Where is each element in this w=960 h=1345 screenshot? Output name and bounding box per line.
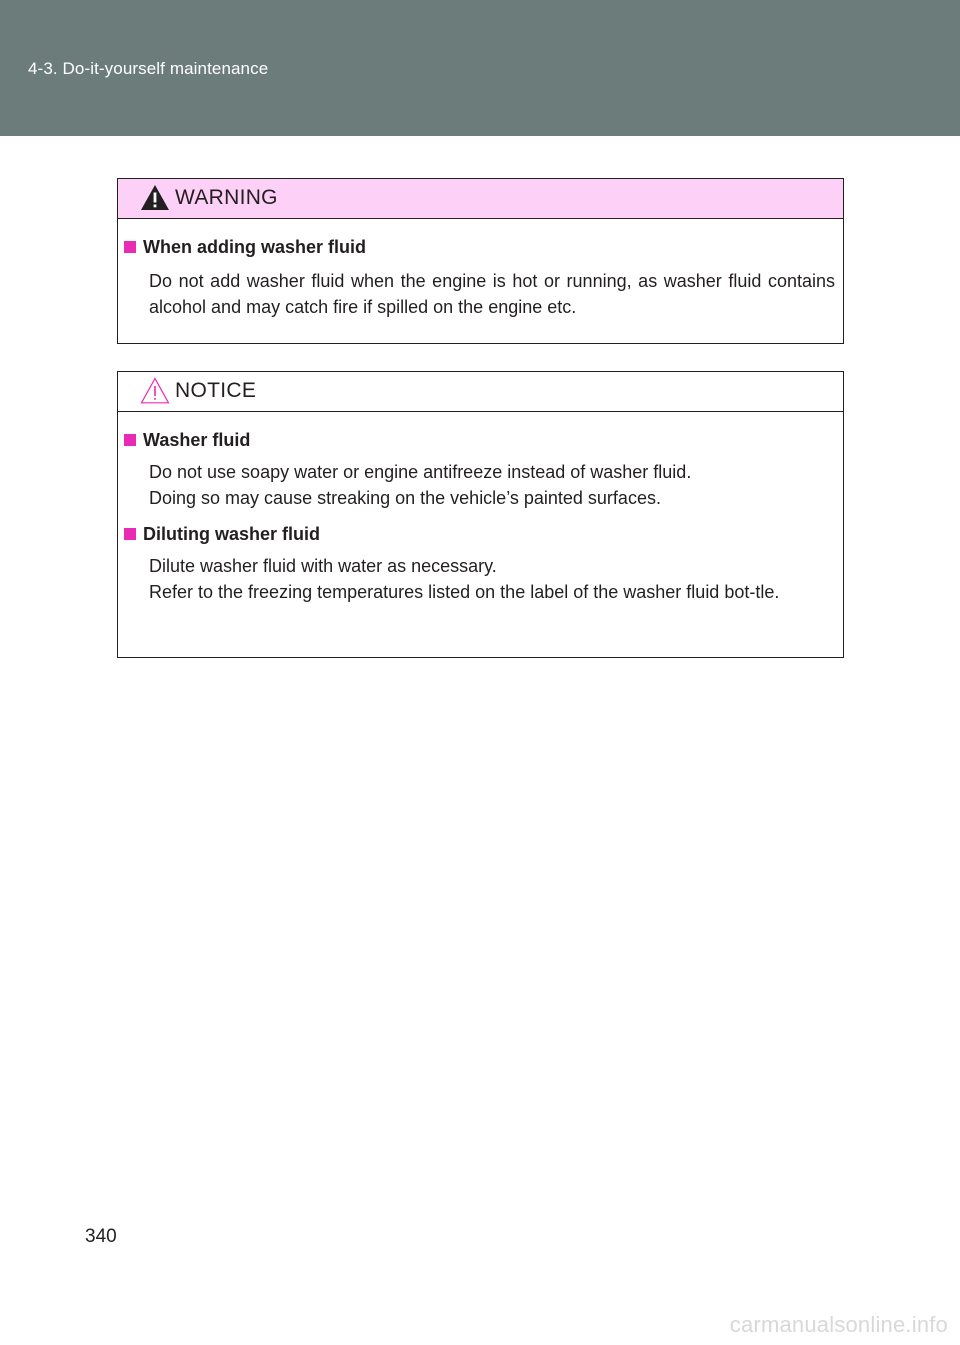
notice-body bbox=[118, 412, 843, 605]
section-title: 4-3. Do-it-yourself maintenance bbox=[28, 59, 269, 78]
notice-item-line: Do not use soapy water or engine antifreeze instead of washer fluid. bbox=[149, 462, 692, 482]
warning-header bbox=[118, 179, 843, 219]
notice-header bbox=[118, 372, 843, 412]
notice-item-line: Doing so may cause streaking on the vehicle’s painted surfaces. bbox=[149, 488, 661, 508]
warning-item-title: When adding washer fluid bbox=[143, 237, 367, 257]
notice-item-heading bbox=[124, 429, 835, 451]
bullet-square-icon bbox=[124, 528, 136, 540]
bullet-square-icon bbox=[124, 434, 136, 446]
notice-label: NOTICE bbox=[175, 379, 257, 402]
bullet-square-icon bbox=[124, 241, 136, 253]
watermark: carmanualsonline.info bbox=[729, 1312, 948, 1337]
page-number: 340 bbox=[85, 1226, 117, 1247]
warning-triangle-icon bbox=[140, 184, 170, 211]
notice-triangle-icon bbox=[140, 377, 170, 404]
notice-item-text bbox=[149, 459, 835, 511]
notice-item-title: Diluting washer fluid bbox=[143, 524, 321, 544]
notice-item-line: Dilute washer fluid with water as necessary. bbox=[149, 556, 497, 576]
header-band bbox=[0, 0, 960, 136]
warning-box bbox=[117, 178, 844, 344]
warning-item-heading bbox=[124, 236, 835, 258]
notice-box bbox=[117, 371, 844, 658]
notice-item-text bbox=[149, 553, 835, 605]
warning-label: WARNING bbox=[175, 186, 278, 209]
notice-item-line: Refer to the freezing temperatures listed on the label of the washer fluid bot-tle. bbox=[149, 582, 780, 602]
notice-item-heading bbox=[124, 523, 835, 545]
warning-item-text: Do not add washer fluid when the engine is hot or running, as washer fluid contains alcohol and may catch fire if spilled on the engine etc. bbox=[149, 271, 835, 317]
warning-body bbox=[118, 219, 843, 320]
notice-item-title: Washer fluid bbox=[143, 430, 251, 450]
